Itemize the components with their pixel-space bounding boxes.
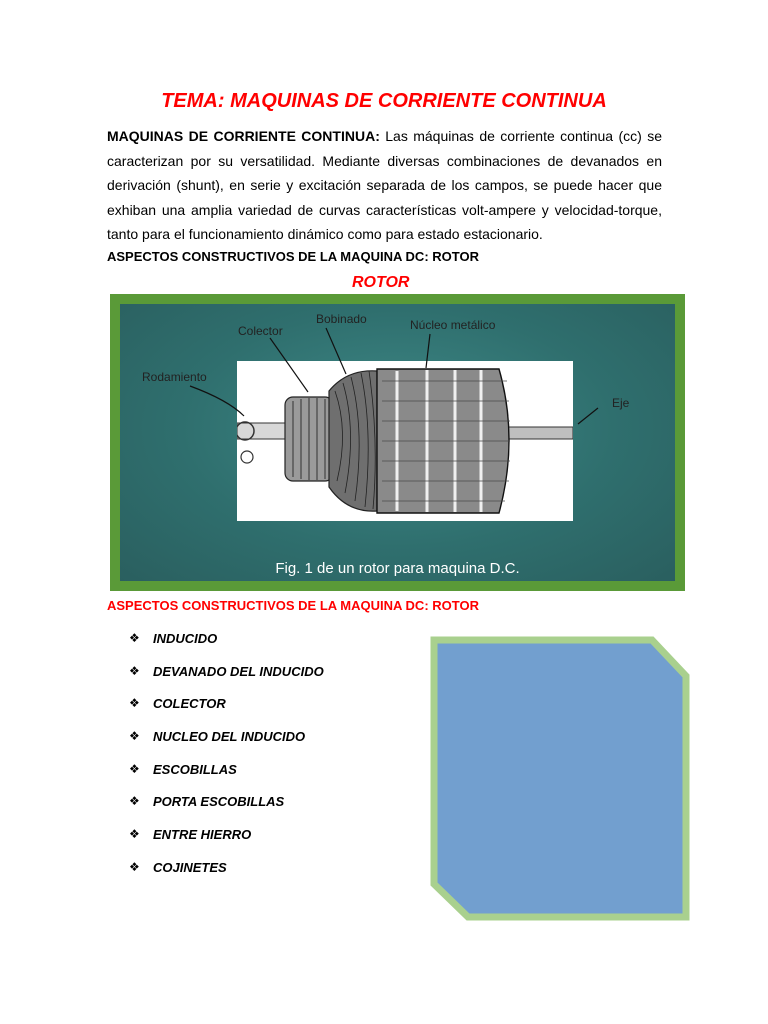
list-item: ❖ DEVANADO DEL INDUCIDO [129,663,324,679]
list-item: ❖ INDUCIDO [129,631,218,646]
list-item: ❖ ESCOBILLAS [129,761,237,777]
figure-background [120,304,675,581]
diamond-bullet-icon: ❖ [129,827,140,842]
rotor-figure [110,294,685,591]
rotor-title: ROTOR [352,274,410,291]
label-nucleo: Núcleo metálico [410,318,496,332]
section-heading-1: ASPECTOS CONSTRUCTIVOS DE LA MAQUINA DC: ROTOR [107,249,479,264]
label-rodamiento: Rodamiento [142,370,207,384]
list-item: ❖ COJINETES [129,859,227,875]
diamond-bullet-icon: ❖ [129,794,140,809]
component-list [129,631,324,893]
diamond-bullet-icon: ❖ [129,729,140,744]
diamond-bullet-icon: ❖ [129,631,140,645]
diamond-bullet-icon: ❖ [129,663,140,678]
intro-lead: MAQUINAS DE CORRIENTE CONTINUA: [107,128,380,144]
octagon-shape [430,636,690,921]
label-arrows [120,304,675,581]
diamond-bullet-icon: ❖ [129,696,140,711]
intro-paragraph [107,124,662,247]
section-heading-2: ASPECTOS CONSTRUCTIVOS DE LA MAQUINA DC: ROTOR [107,598,479,613]
list-item: ❖ COLECTOR [129,696,226,712]
list-item: ❖ PORTA ESCOBILLAS [129,794,285,810]
intro-text: Las máquinas de corriente continua (cc) se caracterizan por su versatilidad. Mediante diversas combinaciones de devanados en derivación (shunt), en serie y excitación separada de los campos, se puede hacer que exhiban una amplia variedad de curvas características volt-ampere y velocidad-torque, tanto para el funcionamiento dinámico como para estado estacionario. [107,128,662,242]
diamond-bullet-icon: ❖ [129,761,140,776]
diamond-bullet-icon: ❖ [129,859,140,874]
label-colector: Colector [238,324,283,338]
label-bobinado: Bobinado [316,312,367,326]
list-item: ❖ NUCLEO DEL INDUCIDO [129,729,306,745]
page-title: TEMA: MAQUINAS DE CORRIENTE CONTINUA [161,90,607,112]
figure-caption: Fig. 1 de un rotor para maquina D.C. [275,560,520,577]
label-eje: Eje [612,396,630,410]
list-item: ❖ ENTRE HIERRO [129,827,252,843]
